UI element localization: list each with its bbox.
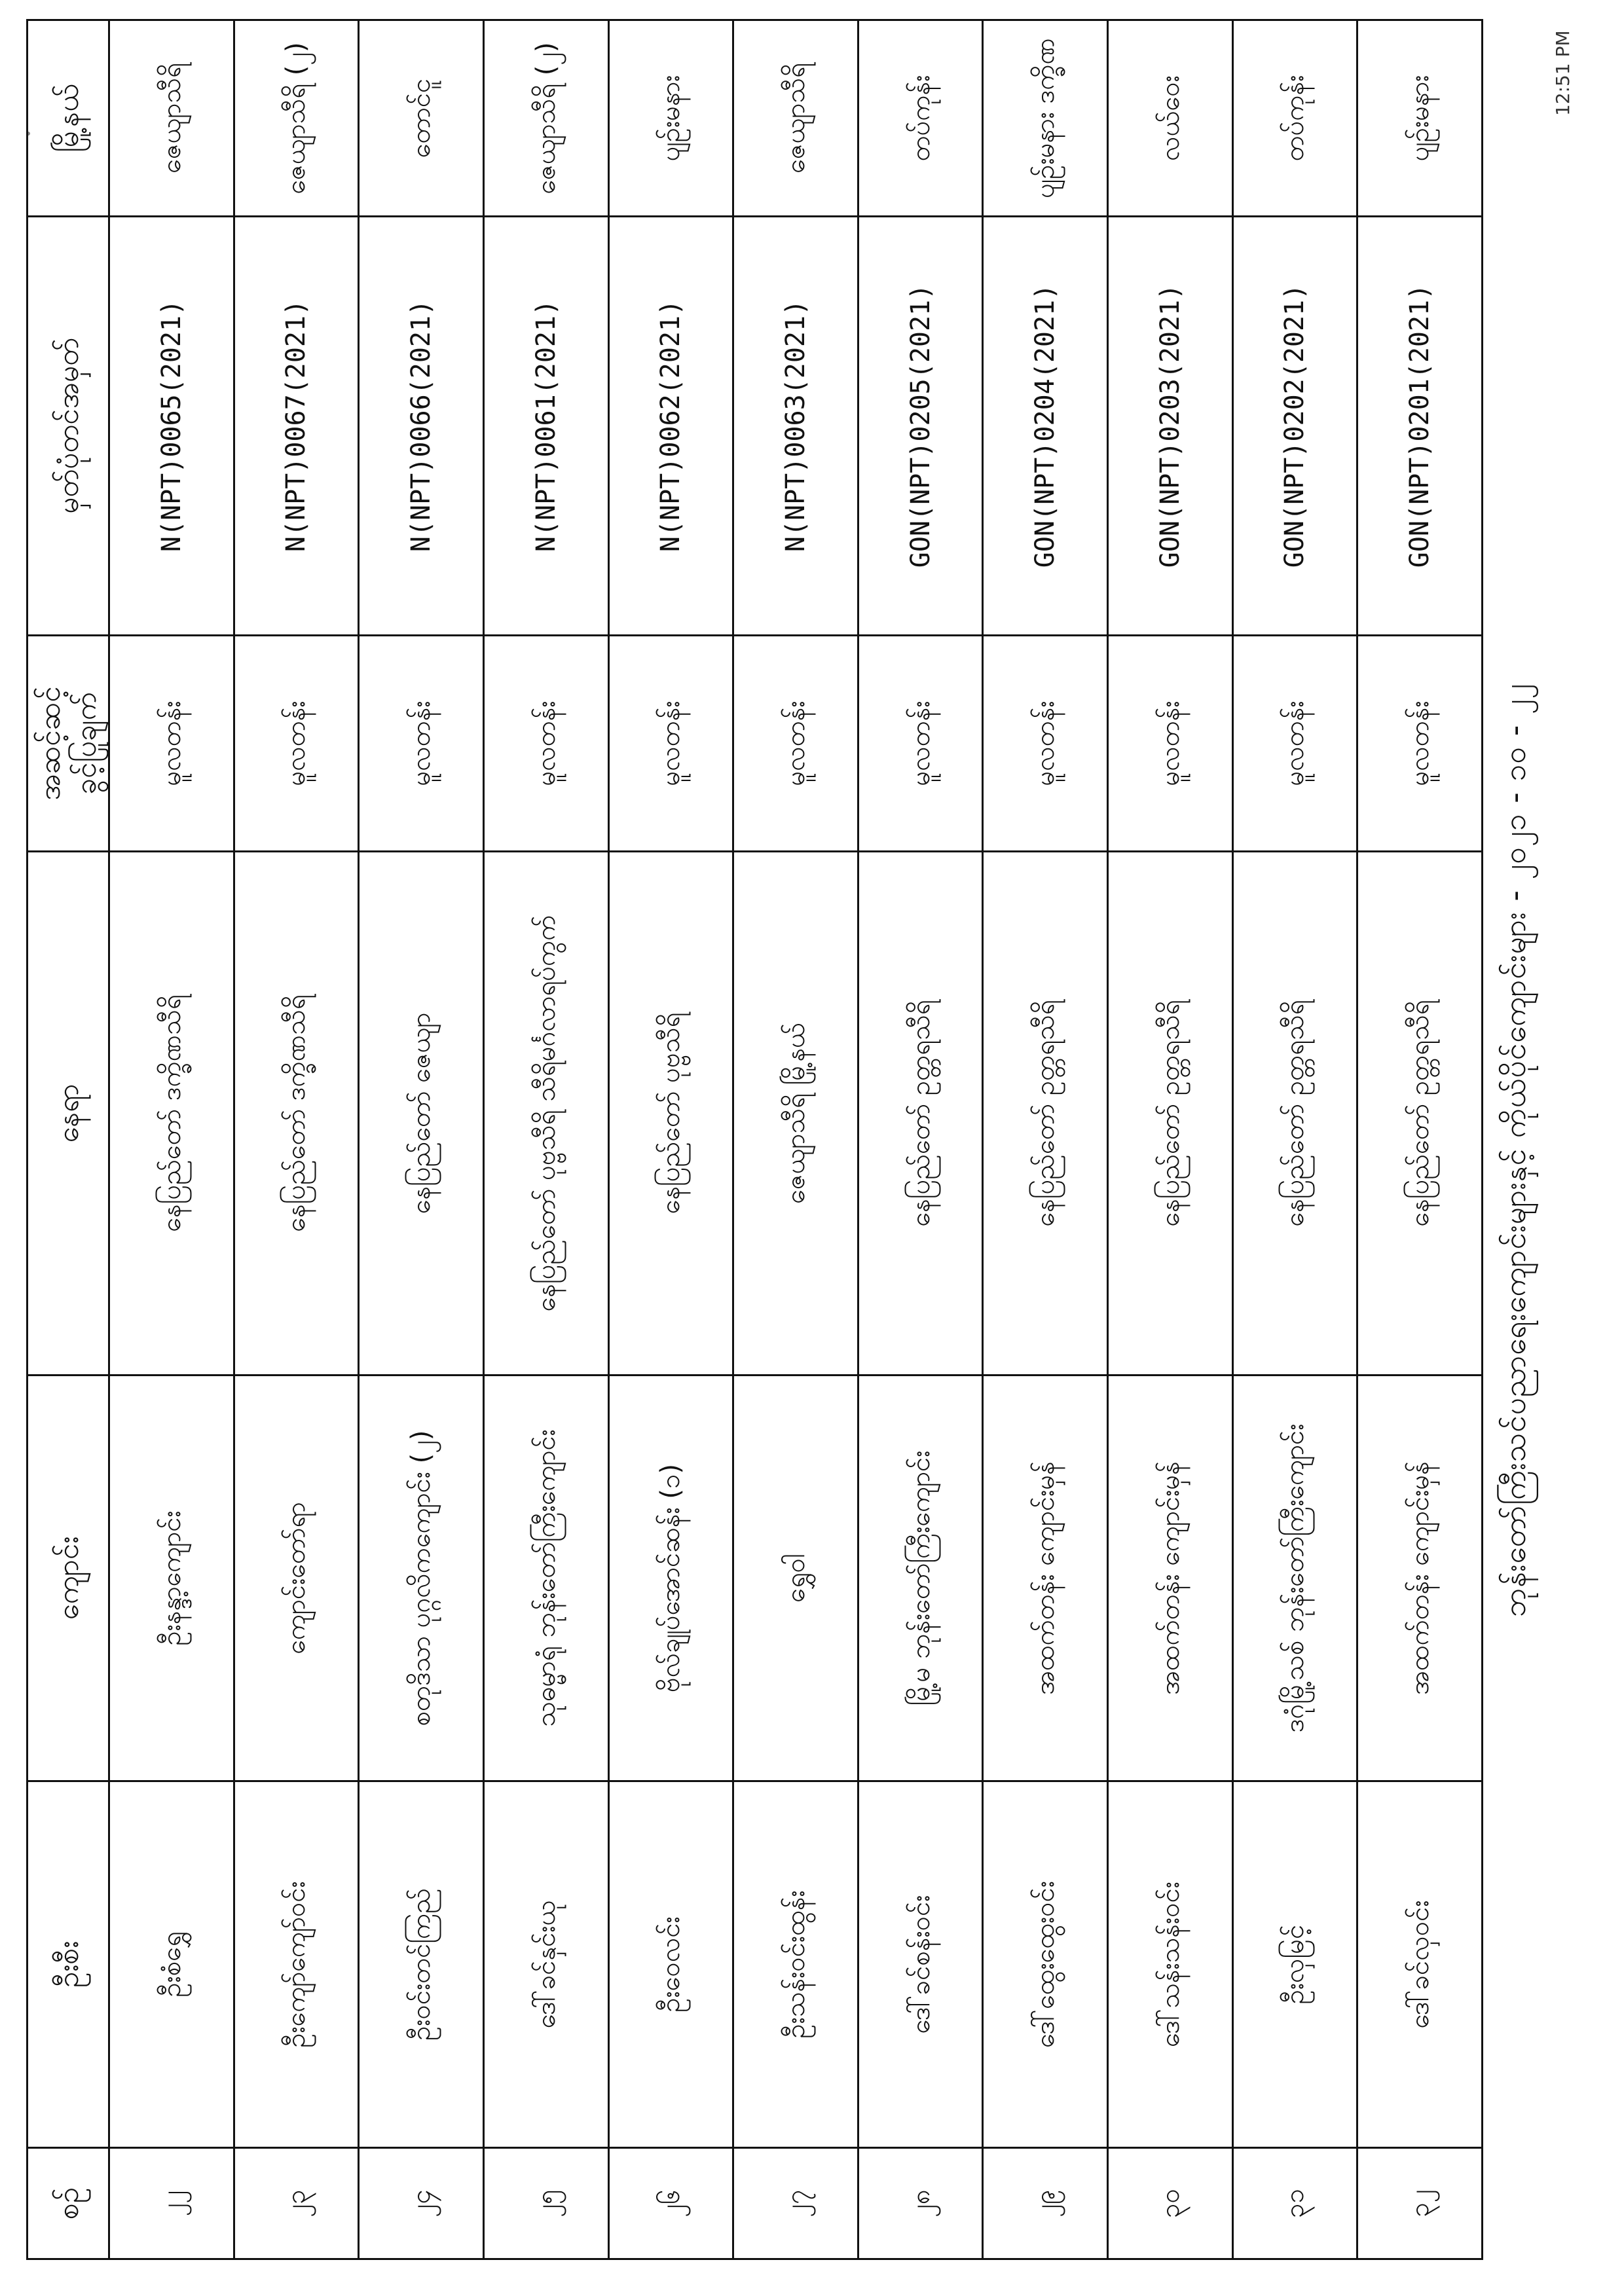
document-title: ဘုန်းတော်ကြီးသင်ပညာရေးကျောင်းများနှင့် ကိုယ်ပိုင်ကျောင်းများ - ၂၀၂၁ - ၁၀ - ၂၂ <box>1497 683 1532 1618</box>
cell-school: ဗိုလ်ချုပ်အောင်ဆန်း (၁) <box>608 1376 733 1781</box>
cell-registration: N(NPT)0063(2021) <box>733 217 858 636</box>
cell-head: ဦးစံရွှေ <box>109 1781 234 2148</box>
cell-location: ဇေယျာသီရိ မြို့နယ် <box>733 852 858 1376</box>
cell-school: အထက်တန်း ကျောင်းမှန် <box>1357 1376 1483 1781</box>
cell-school: ဦးနန္ဒာ့ကျောင်း <box>109 1376 234 1781</box>
cell-school: မြို့မ ဘုန်းတော်ကြီးကျောင်း <box>858 1376 983 1781</box>
cell-head: ဒေါ်ခင်စန်းဝင်း <box>858 1781 983 2148</box>
table-row <box>1108 20 1233 2259</box>
cell-level: မူလတန်း <box>858 636 983 852</box>
print-timestamp: 12:51 PM <box>1552 30 1574 116</box>
cell-no: ၂၂ <box>109 2148 234 2259</box>
header-no: စဉ် <box>28 2148 109 2259</box>
header-township: မြို့နယ် <box>28 20 109 217</box>
school-list-table <box>26 19 1483 2260</box>
cell-school: သုဓမ္မာရုံ ဘုန်းတော်ကြီးကျောင်း <box>483 1376 608 1781</box>
cell-township: ဇေယျာသီရိ <box>733 20 858 217</box>
cell-no: ၂၈ <box>858 2148 983 2259</box>
cell-no: ၃၂ <box>1357 2148 1483 2259</box>
table-row <box>483 20 608 2259</box>
cell-school: ရွှေဝါ <box>733 1376 858 1781</box>
cell-no: ၂၉ <box>983 2148 1108 2259</box>
header-level: အဆင့်ဆင့် ခွင့်ပြုချက် <box>28 636 109 852</box>
cell-no: ၂၆ <box>608 2148 733 2259</box>
cell-head: ဦးသန်းဝင်းထွန်း <box>733 1781 858 2148</box>
cell-registration: GON(NPT)0204(2021) <box>983 217 1108 636</box>
cell-township: တောင်ငူ <box>359 20 484 217</box>
table-row <box>733 20 858 2259</box>
cell-school: အထက်တန်း ကျောင်းမှန် <box>983 1376 1108 1781</box>
cell-location: နေပြည်တော် ပုဗ္ဗသီရိ သီရိမင်္ဂလာရပ်ကွက် <box>483 852 608 1376</box>
cell-head: ဒေါ်ခင်လှဝင်း <box>1357 1781 1483 2148</box>
cell-level: မူလတန်း <box>483 636 608 852</box>
table-row <box>983 20 1108 2259</box>
cell-location: နေပြည်တော် ဇေယျာ <box>359 852 484 1376</box>
table-row <box>234 20 359 2259</box>
cell-registration: N(NPT)0062(2021) <box>608 217 733 636</box>
cell-township: ပျဉ်းမနား <box>1357 20 1483 217</box>
cell-registration: N(NPT)0067(2021) <box>234 217 359 636</box>
cell-registration: N(NPT)0065(2021) <box>109 217 234 636</box>
cell-no: ၂၅ <box>483 2148 608 2259</box>
cell-no: ၂၃ <box>234 2148 359 2259</box>
cell-level: မူလတန်း <box>983 636 1108 852</box>
cell-head: ဒေါ်သန်းသန်းဝင်း <box>1108 1781 1233 2148</box>
cell-level: မူလတန်း <box>359 636 484 852</box>
cell-township: တပ်ကုန်း <box>1232 20 1357 217</box>
cell-registration: GON(NPT)0203(2021) <box>1108 217 1233 636</box>
cell-registration: GON(NPT)0201(2021) <box>1357 217 1483 636</box>
cell-no: ၃၁ <box>1232 2148 1357 2259</box>
cell-location: နေပြည်တော် ဥတ္တရသီရိ <box>1357 852 1483 1376</box>
cell-registration: GON(NPT)0205(2021) <box>858 217 983 636</box>
cell-township: ဇေယျာသီရိ (၂) <box>483 20 608 217</box>
cell-level: မူလတန်း <box>1232 636 1357 852</box>
cell-location: နေပြည်တော် ဥတ္တရသီရိ <box>983 852 1108 1376</box>
cell-township: ဇေယျာသီရိ <box>109 20 234 217</box>
header-school: ကျောင်း <box>28 1376 109 1781</box>
cell-head: ဒေါ်ခင်နှင်းယု <box>483 1781 608 2148</box>
cell-location: နေပြည်တော် ဒက္ခိဏသီရိ <box>234 852 359 1376</box>
table-row <box>359 20 484 2259</box>
cell-level: မူလတန်း <box>1108 636 1233 852</box>
cell-registration: GON(NPT)0202(2021) <box>1232 217 1357 636</box>
header-head: ဦးစီး <box>28 1781 109 2148</box>
header-location: နေရာ <box>28 852 109 1376</box>
cell-registration: N(NPT)0061(2021) <box>483 217 608 636</box>
cell-location: နေပြည်တော် ဥတ္တရသီရိ <box>1232 852 1357 1376</box>
cell-location: နေပြည်တော် ဥတ္တရသီရိ <box>858 852 983 1376</box>
cell-head: ဒေါ်ထွေးထွေးဝင်း <box>983 1781 1108 2148</box>
cell-no: ၂၄ <box>359 2148 484 2259</box>
cell-school: အထက်တန်း ကျောင်းမှန် <box>1108 1376 1233 1781</box>
table-row <box>1232 20 1357 2259</box>
cell-location: နေပြည်တော် ဒက္ခိဏသီရိ <box>109 852 234 1376</box>
cell-school: စတုဒိသာ ပုဂ္ဂလိကကျောင်း (၂) <box>359 1376 484 1781</box>
cell-township: ပျဉ်းမနား ဒက္ခိဏ <box>983 20 1108 217</box>
table-row <box>109 20 234 2259</box>
cell-registration: N(NPT)0066(2021) <box>359 217 484 636</box>
cell-school: ဒဂုံမြို့သစ် ဘုန်းတော်ကြီးကျောင်း <box>1232 1376 1357 1781</box>
table-row <box>858 20 983 2259</box>
cell-head: ဦးကျော်ကျော်ဝင်း <box>234 1781 359 2148</box>
cell-level: မူလတန်း <box>1357 636 1483 852</box>
cell-head: ဦးဝင်းတင်ကြည် <box>359 1781 484 2148</box>
header-registration: မှတ်ပုံတင်အမှတ် <box>28 217 109 636</box>
header-row <box>28 20 109 2259</box>
cell-no: ၂၇ <box>733 2148 858 2259</box>
cell-level: မူလတန်း <box>608 636 733 852</box>
cell-level: မူလတန်း <box>234 636 359 852</box>
table-row <box>1357 20 1483 2259</box>
cell-location: နေပြည်တော် ဥတ္တရသီရိ <box>1108 852 1233 1376</box>
cell-school: ကျောင်းတော်ရာ <box>234 1376 359 1781</box>
cell-no: ၃၀ <box>1108 2148 1233 2259</box>
cell-level: မူလတန်း <box>109 636 234 852</box>
cell-township: လယ်ဝေး <box>1108 20 1233 217</box>
cell-township: ပျဉ်းမနား <box>608 20 733 217</box>
cell-township: တပ်ကုန်း <box>858 20 983 217</box>
table-row <box>608 20 733 2259</box>
cell-location: နေပြည်တော် ပုဗ္ဗသီရိ <box>608 852 733 1376</box>
cell-township: ဇေယျာသီရိ (၂) <box>234 20 359 217</box>
cell-level: မူလတန်း <box>733 636 858 852</box>
cell-head: ဦးဝေလင်း <box>608 1781 733 2148</box>
cell-head: ဦးလှမြင့် <box>1232 1781 1357 2148</box>
